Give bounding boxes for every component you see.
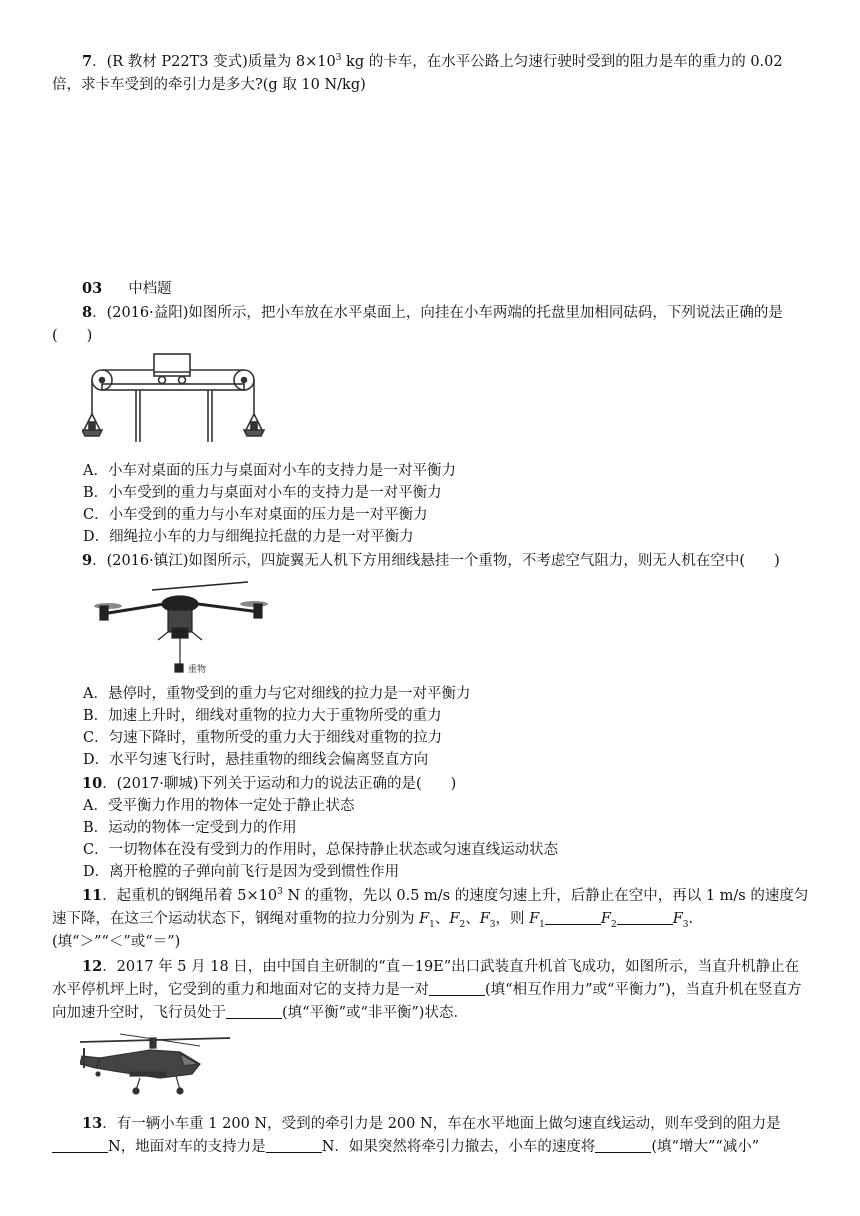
section-title: 中档题 xyxy=(128,281,172,297)
option-b: B．运动的物体一定受到力的作用 xyxy=(83,820,297,836)
subscript: 2 xyxy=(459,919,466,930)
section-header xyxy=(82,278,172,300)
drone-figure xyxy=(88,578,274,678)
subscript: 3 xyxy=(682,919,689,930)
question-text: (填“增大”“减小” xyxy=(651,1139,760,1155)
force-symbol: F xyxy=(479,911,490,927)
question-12 xyxy=(52,955,812,1025)
answer-blank[interactable] xyxy=(595,1138,651,1153)
answer-blank[interactable] xyxy=(429,981,485,996)
question-13 xyxy=(52,1112,812,1159)
question-text: ．(R 教材 P22T3 变式)质量为 8×10 xyxy=(92,54,336,70)
option-a: A．悬停时，重物受到的重力与它对细线的拉力是一对平衡力 xyxy=(83,686,471,702)
answer-blank[interactable] xyxy=(545,910,601,925)
question-8 xyxy=(52,301,812,348)
question-text: ．(2016·益阳)如图所示，把小车放在水平桌面上，向挂在小车两端的托盘里加相同砝码，下列说法正确的是( ) xyxy=(52,305,783,344)
section-code: 03 xyxy=(82,280,103,297)
force-symbol: F xyxy=(600,911,611,927)
option-c: C．匀速下降时，重物所受的重力大于细线对重物的拉力 xyxy=(83,730,443,746)
separator: 、 xyxy=(465,911,480,927)
question-number: 7 xyxy=(82,53,93,70)
option-d: D．水平匀速飞行时，悬挂重物的细线会偏离竖直方向 xyxy=(83,752,429,768)
question-7 xyxy=(52,50,812,97)
question-text: ．(2016·镇江)如图所示，四旋翼无人机下方用细线悬挂一个重物，不考虑空气阻力，则无人机在空中( ) xyxy=(92,553,780,569)
question-text: kg 的卡车，在水平公路上匀速行驶时受到的阻力是车的重力的 0.02 倍，求卡车受到的牵引力是多大?(g 取 10 N/kg) xyxy=(52,54,783,93)
subscript: 1 xyxy=(539,919,545,930)
fill-hint: (填“＞”“＜”或“＝”) xyxy=(52,934,181,950)
question-text: ．有一辆小车重 1 200 N，受到的牵引力是 200 N，车在水平地面上做匀速直线运动，则车受到的阻力是 xyxy=(102,1116,781,1132)
question-number: 8 xyxy=(82,304,93,321)
cart-on-table-figure xyxy=(82,350,268,446)
answer-blank[interactable] xyxy=(52,1138,108,1153)
question-9 xyxy=(52,549,812,573)
question-text: ．起重机的钢绳吊着 5×10 xyxy=(102,888,278,904)
separator: 、 xyxy=(434,911,450,927)
force-symbol: F xyxy=(449,911,460,927)
question-number: 9 xyxy=(82,552,93,569)
question-number: 10 xyxy=(82,775,103,792)
answer-blank[interactable] xyxy=(617,910,673,925)
option-b: B．加速上升时，细线对重物的拉力大于重物所受的重力 xyxy=(83,708,442,724)
force-symbol: F xyxy=(672,911,683,927)
question-10 xyxy=(52,772,812,796)
option-b: B．小车受到的重力与桌面对小车的支持力是一对平衡力 xyxy=(83,485,442,501)
question-text: N 的重物，先以 0.5 m/s 的速度匀速上升，后静止在空中，再以 1 m/s 的速度匀速下降，在这三个运动状态下，钢绳对重物的拉力分别为 xyxy=(52,888,809,927)
option-a: A．小车对桌面的压力与桌面对小车的支持力是一对平衡力 xyxy=(83,463,456,479)
answer-blank[interactable] xyxy=(226,1004,282,1019)
question-number: 12 xyxy=(82,958,103,975)
subscript: 2 xyxy=(610,919,617,930)
question-11: 11．起重机的钢绳吊着 $5\times 10^3$ N 的重物，先以 0.5 m/s 的速度匀速上升，后静止在空中，再以 1 m/s 的速度匀速下降，在这三个运动状态下，钢绳对重物的拉力分别为 $F_1$、$F_2$、$F_3$，则 $F_1$ $F_2$ $F_3$.(填“＞”“＜”或“＝”) xyxy=(52,887,809,950)
question-text: (填“相互作用力”或“平衡力”)，当直升机在竖直方向加速升空时，飞行员处于 xyxy=(52,982,802,1021)
subscript: 1 xyxy=(429,919,435,930)
force-symbol: F xyxy=(419,911,430,927)
question-text: N，地面对车的支持力是 xyxy=(108,1139,266,1155)
question-number: 13 xyxy=(82,1115,103,1132)
superscript: 3 xyxy=(277,887,283,898)
answer-blank[interactable] xyxy=(266,1138,322,1153)
option-d: D．细绳拉小车的力与细绳拉托盘的力是一对平衡力 xyxy=(83,529,414,545)
figure-label: 重物 xyxy=(188,665,207,675)
question-text: (填“平衡”或“非平衡”)状态． xyxy=(282,1005,468,1021)
question-text: N．如果突然将牵引力撤去，小车的速度将 xyxy=(321,1139,596,1155)
option-c: C．一切物体在没有受到力的作用时，总保持静止状态或匀速直线运动状态 xyxy=(83,842,559,858)
option-a: A．受平衡力作用的物体一定处于静止状态 xyxy=(83,798,355,814)
helicopter-figure xyxy=(80,1028,240,1100)
question-text: ．(2017·聊城)下列关于运动和力的说法正确的是( ) xyxy=(102,776,457,792)
subscript: 3 xyxy=(489,919,496,930)
force-symbol: F xyxy=(529,911,540,927)
option-d: D．离开枪膛的子弹向前飞行是因为受到惯性作用 xyxy=(83,864,400,880)
question-text: ，则 xyxy=(495,911,530,927)
option-c: C．小车受到的重力与小车对桌面的压力是一对平衡力 xyxy=(83,507,428,523)
superscript: 3 xyxy=(335,53,342,64)
question-text: ．2017 年 5 月 18 日，由中国自主研制的“直－19E”出口武装直升机首飞成功，如图所示，当直升机静止在水平停机坪上时，它受到的重力和地面对它的支持力是一对 xyxy=(52,959,800,998)
question-number: 11 xyxy=(82,887,103,904)
